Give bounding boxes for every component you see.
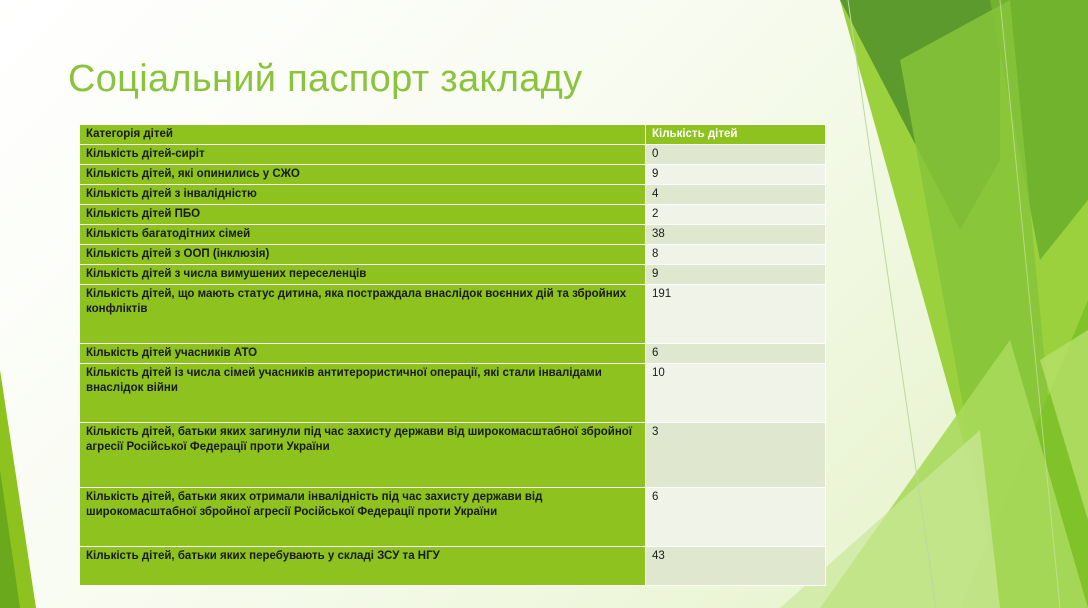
table-row xyxy=(80,145,826,165)
row-count: 9 xyxy=(646,265,826,285)
table-row xyxy=(80,245,826,265)
row-count: 8 xyxy=(646,245,826,265)
row-count: 6 xyxy=(646,344,826,364)
row-count: 38 xyxy=(646,225,826,245)
row-category: Кількість дітей-сиріт xyxy=(80,145,646,165)
row-category: Кількість дітей, батьки яких перебувають у складі ЗСУ та НГУ xyxy=(80,547,646,586)
row-category: Кількість дітей з числа вимушених переселенців xyxy=(80,265,646,285)
row-count: 10 xyxy=(646,364,826,423)
row-category: Кількість дітей ПБО xyxy=(80,205,646,225)
row-category: Кількість дітей учасників АТО xyxy=(80,344,646,364)
row-category: Кількість дітей з ООП (інклюзія) xyxy=(80,245,646,265)
row-count: 191 xyxy=(646,285,826,344)
table-row xyxy=(80,488,826,547)
row-count: 2 xyxy=(646,205,826,225)
row-category: Кількість дітей, які опинились у СЖО xyxy=(80,165,646,185)
row-count: 3 xyxy=(646,423,826,488)
header-category: Категорія дітей xyxy=(80,125,646,145)
row-category: Кількість багатодітних сімей xyxy=(80,225,646,245)
table-row xyxy=(80,185,826,205)
slide-title: Соціальний паспорт закладу xyxy=(68,58,583,100)
row-category: Кількість дітей з інвалідністю xyxy=(80,185,646,205)
row-category: Кількість дітей із числа сімей учасників антитерористичної операції, які стали інвалідами внаслідок війни xyxy=(80,364,646,423)
row-category: Кількість дітей, батьки яких отримали інвалідність під час захисту держави від широкомасштабної збройної агресії Російської Федерації проти України xyxy=(80,488,646,547)
row-count: 6 xyxy=(646,488,826,547)
row-count: 0 xyxy=(646,145,826,165)
row-count: 9 xyxy=(646,165,826,185)
table-row xyxy=(80,205,826,225)
header-count: Кількість дітей xyxy=(646,125,826,145)
row-category: Кількість дітей, що мають статус дитина, яка постраждала внаслідок воєнних дій та збройних конфліктів xyxy=(80,285,646,344)
table-header-row xyxy=(80,125,826,145)
table-row xyxy=(80,265,826,285)
table-row xyxy=(80,547,826,586)
social-passport-table xyxy=(79,124,826,586)
row-category: Кількість дітей, батьки яких загинули під час захисту держави від широкомасштабної збройної агресії Російської Федерації проти України xyxy=(80,423,646,488)
table-row xyxy=(80,423,826,488)
table-row xyxy=(80,225,826,245)
table-row xyxy=(80,285,826,344)
row-count: 43 xyxy=(646,547,826,586)
table-row xyxy=(80,364,826,423)
table-row xyxy=(80,344,826,364)
row-count: 4 xyxy=(646,185,826,205)
table-row xyxy=(80,165,826,185)
